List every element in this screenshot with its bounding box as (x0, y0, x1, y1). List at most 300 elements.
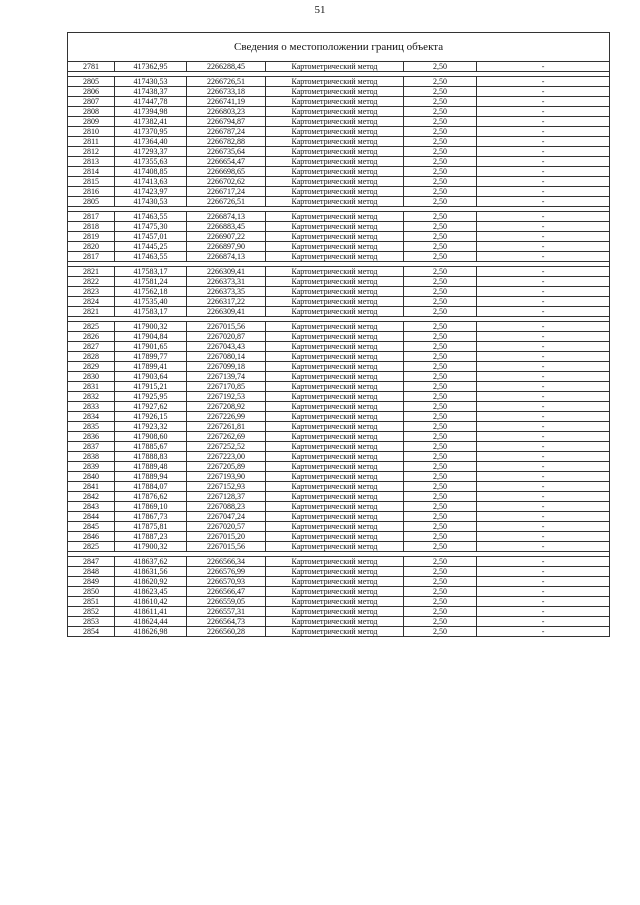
description-cell: - (477, 137, 610, 147)
method-cell: Картометрический метод (266, 342, 404, 352)
description-cell: - (477, 322, 610, 332)
table-row (68, 212, 610, 222)
point-number-cell: 2843 (68, 502, 115, 512)
table-row (68, 307, 610, 317)
description-cell: - (477, 502, 610, 512)
accuracy-cell: 2,50 (404, 197, 477, 207)
description-cell: - (477, 77, 610, 87)
point-number-cell: 2835 (68, 422, 115, 432)
coord-y-cell: 2267099,18 (187, 362, 266, 372)
description-cell: - (477, 567, 610, 577)
method-cell: Картометрический метод (266, 607, 404, 617)
coord-y-cell: 2267192,53 (187, 392, 266, 402)
accuracy-cell: 2,50 (404, 587, 477, 597)
description-cell: - (477, 352, 610, 362)
method-cell: Картометрический метод (266, 382, 404, 392)
coord-y-cell: 2266803,23 (187, 107, 266, 117)
point-number-cell: 2817 (68, 212, 115, 222)
point-number-cell: 2809 (68, 117, 115, 127)
table-row (68, 442, 610, 452)
description-cell: - (477, 522, 610, 532)
table-row (68, 382, 610, 392)
coord-x-cell: 417899,77 (115, 352, 187, 362)
point-number-cell: 2836 (68, 432, 115, 442)
description-cell: - (477, 627, 610, 637)
description-cell: - (477, 557, 610, 567)
point-number-cell: 2848 (68, 567, 115, 577)
accuracy-cell: 2,50 (404, 332, 477, 342)
coord-x-cell: 417869,10 (115, 502, 187, 512)
point-number-cell: 2821 (68, 267, 115, 277)
accuracy-cell: 2,50 (404, 362, 477, 372)
coord-y-cell: 2266897,90 (187, 242, 266, 252)
table-row (68, 617, 610, 627)
point-number-cell: 2852 (68, 607, 115, 617)
accuracy-cell: 2,50 (404, 382, 477, 392)
coord-x-cell: 417463,55 (115, 212, 187, 222)
coord-y-cell: 2267139,74 (187, 372, 266, 382)
table-row (68, 372, 610, 382)
point-number-cell: 2831 (68, 382, 115, 392)
description-cell: - (477, 87, 610, 97)
accuracy-cell: 2,50 (404, 97, 477, 107)
method-cell: Картометрический метод (266, 402, 404, 412)
accuracy-cell: 2,50 (404, 267, 477, 277)
accuracy-cell: 2,50 (404, 277, 477, 287)
coord-x-cell: 417583,17 (115, 307, 187, 317)
coord-x-cell: 418631,56 (115, 567, 187, 577)
point-number-cell: 2820 (68, 242, 115, 252)
accuracy-cell: 2,50 (404, 167, 477, 177)
point-number-cell: 2813 (68, 157, 115, 167)
coord-y-cell: 2267015,56 (187, 542, 266, 552)
table-row (68, 242, 610, 252)
coord-y-cell: 2266564,73 (187, 617, 266, 627)
point-number-cell: 2807 (68, 97, 115, 107)
coord-y-cell: 2266288,45 (187, 62, 266, 72)
coord-y-cell: 2266717,24 (187, 187, 266, 197)
table-row (68, 232, 610, 242)
coord-y-cell: 2266702,62 (187, 177, 266, 187)
accuracy-cell: 2,50 (404, 617, 477, 627)
coord-x-cell: 417876,62 (115, 492, 187, 502)
method-cell: Картометрический метод (266, 542, 404, 552)
point-number-cell: 2822 (68, 277, 115, 287)
method-cell: Картометрический метод (266, 597, 404, 607)
description-cell: - (477, 157, 610, 167)
coord-x-cell: 418624,44 (115, 617, 187, 627)
method-cell: Картометрический метод (266, 392, 404, 402)
point-number-cell: 2781 (68, 62, 115, 72)
point-number-cell: 2850 (68, 587, 115, 597)
accuracy-cell: 2,50 (404, 422, 477, 432)
coord-y-cell: 2267223,00 (187, 452, 266, 462)
method-cell: Картометрический метод (266, 157, 404, 167)
description-cell: - (477, 62, 610, 72)
method-cell: Картометрический метод (266, 452, 404, 462)
accuracy-cell: 2,50 (404, 242, 477, 252)
method-cell: Картометрический метод (266, 627, 404, 637)
accuracy-cell: 2,50 (404, 512, 477, 522)
description-cell: - (477, 222, 610, 232)
description-cell: - (477, 482, 610, 492)
description-cell: - (477, 372, 610, 382)
description-cell: - (477, 402, 610, 412)
table-row (68, 472, 610, 482)
table-row (68, 127, 610, 137)
point-number-cell: 2840 (68, 472, 115, 482)
coord-y-cell: 2266566,47 (187, 587, 266, 597)
table-row (68, 532, 610, 542)
coord-y-cell: 2266741,19 (187, 97, 266, 107)
point-number-cell: 2851 (68, 597, 115, 607)
method-cell: Картометрический метод (266, 442, 404, 452)
coord-y-cell: 2267043,43 (187, 342, 266, 352)
method-cell: Картометрический метод (266, 242, 404, 252)
accuracy-cell: 2,50 (404, 577, 477, 587)
accuracy-cell: 2,50 (404, 287, 477, 297)
accuracy-cell: 2,50 (404, 157, 477, 167)
table-row (68, 432, 610, 442)
coord-y-cell: 2267088,23 (187, 502, 266, 512)
method-cell: Картометрический метод (266, 567, 404, 577)
accuracy-cell: 2,50 (404, 597, 477, 607)
method-cell: Картометрический метод (266, 587, 404, 597)
coord-x-cell: 417889,48 (115, 462, 187, 472)
accuracy-cell: 2,50 (404, 412, 477, 422)
coord-y-cell: 2266794,87 (187, 117, 266, 127)
method-cell: Картометрический метод (266, 267, 404, 277)
point-number-cell: 2810 (68, 127, 115, 137)
coord-y-cell: 2266874,13 (187, 252, 266, 262)
method-cell: Картометрический метод (266, 617, 404, 627)
coord-x-cell: 417583,17 (115, 267, 187, 277)
coord-x-cell: 417293,37 (115, 147, 187, 157)
coord-y-cell: 2266373,35 (187, 287, 266, 297)
description-cell: - (477, 252, 610, 262)
coord-x-cell: 417875,81 (115, 522, 187, 532)
description-cell: - (477, 342, 610, 352)
coord-y-cell: 2266698,65 (187, 167, 266, 177)
point-number-cell: 2823 (68, 287, 115, 297)
accuracy-cell: 2,50 (404, 117, 477, 127)
method-cell: Картометрический метод (266, 277, 404, 287)
accuracy-cell: 2,50 (404, 442, 477, 452)
method-cell: Картометрический метод (266, 212, 404, 222)
coord-x-cell: 418610,42 (115, 597, 187, 607)
coord-x-cell: 417423,97 (115, 187, 187, 197)
table-row (68, 117, 610, 127)
description-cell: - (477, 362, 610, 372)
coord-y-cell: 2267208,92 (187, 402, 266, 412)
description-cell: - (477, 597, 610, 607)
point-number-cell: 2833 (68, 402, 115, 412)
coord-x-cell: 417884,07 (115, 482, 187, 492)
accuracy-cell: 2,50 (404, 77, 477, 87)
coord-y-cell: 2266787,24 (187, 127, 266, 137)
description-cell: - (477, 187, 610, 197)
coord-x-cell: 418626,98 (115, 627, 187, 637)
coord-y-cell: 2266726,51 (187, 77, 266, 87)
table-row (68, 402, 610, 412)
coord-y-cell: 2267193,90 (187, 472, 266, 482)
coord-x-cell: 417900,32 (115, 322, 187, 332)
coord-x-cell: 417362,95 (115, 62, 187, 72)
coord-x-cell: 417915,21 (115, 382, 187, 392)
method-cell: Картометрический метод (266, 117, 404, 127)
method-cell: Картометрический метод (266, 87, 404, 97)
coord-y-cell: 2267252,52 (187, 442, 266, 452)
coord-x-cell: 417901,65 (115, 342, 187, 352)
description-cell: - (477, 242, 610, 252)
description-cell: - (477, 542, 610, 552)
coord-x-cell: 418623,45 (115, 587, 187, 597)
coord-y-cell: 2266560,28 (187, 627, 266, 637)
table-row (68, 332, 610, 342)
accuracy-cell: 2,50 (404, 307, 477, 317)
table-row (68, 87, 610, 97)
coord-y-cell: 2267226,99 (187, 412, 266, 422)
coord-y-cell: 2266309,41 (187, 307, 266, 317)
point-number-cell: 2854 (68, 627, 115, 637)
description-cell: - (477, 392, 610, 402)
description-cell: - (477, 212, 610, 222)
point-number-cell: 2805 (68, 197, 115, 207)
coord-x-cell: 417430,53 (115, 197, 187, 207)
accuracy-cell: 2,50 (404, 352, 477, 362)
coord-y-cell: 2266654,47 (187, 157, 266, 167)
accuracy-cell: 2,50 (404, 462, 477, 472)
method-cell: Картометрический метод (266, 422, 404, 432)
coord-y-cell: 2266309,41 (187, 267, 266, 277)
coord-x-cell: 417447,78 (115, 97, 187, 107)
point-number-cell: 2817 (68, 252, 115, 262)
description-cell: - (477, 442, 610, 452)
method-cell: Картометрический метод (266, 167, 404, 177)
description-cell: - (477, 332, 610, 342)
point-number-cell: 2819 (68, 232, 115, 242)
point-number-cell: 2828 (68, 352, 115, 362)
coord-x-cell: 417408,85 (115, 167, 187, 177)
description-cell: - (477, 147, 610, 157)
table-row (68, 222, 610, 232)
description-cell: - (477, 452, 610, 462)
method-cell: Картометрический метод (266, 97, 404, 107)
table-title-row (68, 33, 610, 62)
coord-x-cell: 417888,83 (115, 452, 187, 462)
coord-x-cell: 417355,63 (115, 157, 187, 167)
table-row (68, 462, 610, 472)
table-row (68, 412, 610, 422)
description-cell: - (477, 97, 610, 107)
coord-y-cell: 2266317,22 (187, 297, 266, 307)
accuracy-cell: 2,50 (404, 392, 477, 402)
point-number-cell: 2805 (68, 77, 115, 87)
method-cell: Картометрический метод (266, 412, 404, 422)
coord-x-cell: 417463,55 (115, 252, 187, 262)
point-number-cell: 2826 (68, 332, 115, 342)
description-cell: - (477, 607, 610, 617)
coord-y-cell: 2266733,18 (187, 87, 266, 97)
point-number-cell: 2847 (68, 557, 115, 567)
coord-y-cell: 2267015,20 (187, 532, 266, 542)
method-cell: Картометрический метод (266, 177, 404, 187)
method-cell: Картометрический метод (266, 462, 404, 472)
coord-x-cell: 417889,94 (115, 472, 187, 482)
table-body (68, 33, 610, 637)
table-row (68, 557, 610, 567)
accuracy-cell: 2,50 (404, 87, 477, 97)
page-number: 51 (314, 4, 326, 16)
accuracy-cell: 2,50 (404, 297, 477, 307)
coord-y-cell: 2266557,31 (187, 607, 266, 617)
table-row (68, 482, 610, 492)
method-cell: Картометрический метод (266, 577, 404, 587)
point-number-cell: 2812 (68, 147, 115, 157)
method-cell: Картометрический метод (266, 472, 404, 482)
coord-y-cell: 2267015,56 (187, 322, 266, 332)
table-row (68, 577, 610, 587)
point-number-cell: 2808 (68, 107, 115, 117)
point-number-cell: 2816 (68, 187, 115, 197)
point-number-cell: 2821 (68, 307, 115, 317)
coord-y-cell: 2267261,81 (187, 422, 266, 432)
table-row (68, 627, 610, 637)
table-row (68, 297, 610, 307)
point-number-cell: 2849 (68, 577, 115, 587)
coord-x-cell: 417535,40 (115, 297, 187, 307)
table-row (68, 157, 610, 167)
accuracy-cell: 2,50 (404, 432, 477, 442)
description-cell: - (477, 267, 610, 277)
accuracy-cell: 2,50 (404, 62, 477, 72)
table-row (68, 522, 610, 532)
table-row (68, 342, 610, 352)
table-row (68, 422, 610, 432)
method-cell: Картометрический метод (266, 197, 404, 207)
accuracy-cell: 2,50 (404, 232, 477, 242)
coord-x-cell: 417457,01 (115, 232, 187, 242)
boundary-coordinates-table (67, 32, 610, 637)
description-cell: - (477, 277, 610, 287)
coord-y-cell: 2267262,69 (187, 432, 266, 442)
coord-y-cell: 2267047,24 (187, 512, 266, 522)
accuracy-cell: 2,50 (404, 502, 477, 512)
coord-y-cell: 2267128,37 (187, 492, 266, 502)
method-cell: Картометрический метод (266, 322, 404, 332)
coord-x-cell: 417900,32 (115, 542, 187, 552)
accuracy-cell: 2,50 (404, 532, 477, 542)
method-cell: Картометрический метод (266, 297, 404, 307)
point-number-cell: 2842 (68, 492, 115, 502)
coord-y-cell: 2267020,87 (187, 332, 266, 342)
point-number-cell: 2837 (68, 442, 115, 452)
description-cell: - (477, 127, 610, 137)
coord-x-cell: 417382,41 (115, 117, 187, 127)
point-number-cell: 2806 (68, 87, 115, 97)
point-number-cell: 2814 (68, 167, 115, 177)
table-row (68, 452, 610, 462)
accuracy-cell: 2,50 (404, 107, 477, 117)
method-cell: Картометрический метод (266, 372, 404, 382)
table-row (68, 287, 610, 297)
description-cell: - (477, 167, 610, 177)
description-cell: - (477, 177, 610, 187)
table-row (68, 362, 610, 372)
coord-x-cell: 417445,25 (115, 242, 187, 252)
coord-x-cell: 417923,32 (115, 422, 187, 432)
method-cell: Картометрический метод (266, 252, 404, 262)
coord-y-cell: 2266883,45 (187, 222, 266, 232)
point-number-cell: 2845 (68, 522, 115, 532)
method-cell: Картометрический метод (266, 532, 404, 542)
description-cell: - (477, 107, 610, 117)
point-number-cell: 2853 (68, 617, 115, 627)
table-row (68, 267, 610, 277)
coord-y-cell: 2266576,99 (187, 567, 266, 577)
coord-x-cell: 417562,18 (115, 287, 187, 297)
coord-y-cell: 2266907,22 (187, 232, 266, 242)
table-row (68, 137, 610, 147)
accuracy-cell: 2,50 (404, 147, 477, 157)
method-cell: Картометрический метод (266, 137, 404, 147)
method-cell: Картометрический метод (266, 492, 404, 502)
coord-y-cell: 2267020,57 (187, 522, 266, 532)
description-cell: - (477, 587, 610, 597)
table-title: Сведения о местоположении границ объекта (68, 33, 610, 62)
table-row (68, 587, 610, 597)
method-cell: Картометрический метод (266, 482, 404, 492)
description-cell: - (477, 117, 610, 127)
accuracy-cell: 2,50 (404, 322, 477, 332)
accuracy-cell: 2,50 (404, 542, 477, 552)
description-cell: - (477, 492, 610, 502)
point-number-cell: 2834 (68, 412, 115, 422)
coord-x-cell: 417364,40 (115, 137, 187, 147)
coord-x-cell: 417581,24 (115, 277, 187, 287)
method-cell: Картометрический метод (266, 62, 404, 72)
coord-x-cell: 417475,30 (115, 222, 187, 232)
method-cell: Картометрический метод (266, 187, 404, 197)
description-cell: - (477, 422, 610, 432)
accuracy-cell: 2,50 (404, 252, 477, 262)
table-row (68, 177, 610, 187)
coord-x-cell: 417438,37 (115, 87, 187, 97)
table-row (68, 607, 610, 617)
point-number-cell: 2846 (68, 532, 115, 542)
method-cell: Картометрический метод (266, 432, 404, 442)
coord-x-cell: 417908,60 (115, 432, 187, 442)
description-cell: - (477, 472, 610, 482)
accuracy-cell: 2,50 (404, 187, 477, 197)
point-number-cell: 2824 (68, 297, 115, 307)
accuracy-cell: 2,50 (404, 222, 477, 232)
accuracy-cell: 2,50 (404, 212, 477, 222)
boundary-table-sheet (67, 32, 609, 637)
method-cell: Картометрический метод (266, 222, 404, 232)
accuracy-cell: 2,50 (404, 627, 477, 637)
coord-x-cell: 417904,84 (115, 332, 187, 342)
accuracy-cell: 2,50 (404, 402, 477, 412)
coord-y-cell: 2266559,05 (187, 597, 266, 607)
table-row (68, 542, 610, 552)
coord-y-cell: 2266874,13 (187, 212, 266, 222)
table-row (68, 392, 610, 402)
table-row (68, 107, 610, 117)
accuracy-cell: 2,50 (404, 137, 477, 147)
coord-x-cell: 417394,98 (115, 107, 187, 117)
coord-y-cell: 2266566,34 (187, 557, 266, 567)
